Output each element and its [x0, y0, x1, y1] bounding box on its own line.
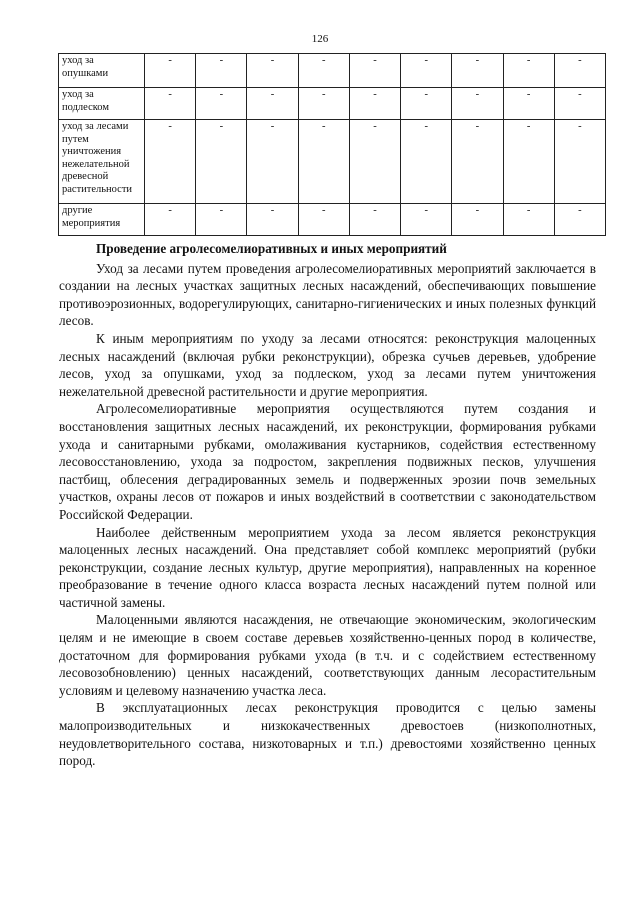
table-cell: -: [401, 204, 452, 236]
table-cell: -: [145, 54, 196, 88]
table-cell: -: [247, 204, 298, 236]
table-cell: -: [401, 54, 452, 88]
table-cell: -: [145, 204, 196, 236]
measures-table: [58, 53, 606, 236]
table-row: [59, 120, 606, 204]
table-cell: -: [196, 120, 247, 204]
table-cell: -: [247, 120, 298, 204]
table-cell: -: [503, 54, 554, 88]
table-cell: -: [554, 54, 605, 88]
paragraphs: [59, 260, 596, 770]
section-heading: Проведение агролесомелиоративных и иных мероприятий: [96, 241, 447, 256]
table-cell: -: [452, 54, 503, 88]
table-row: [59, 204, 606, 236]
table-cell: -: [349, 88, 400, 120]
paragraph: Уход за лесами путем проведения агролесомелиоративных мероприятий заключается в создании на лесных участках защитных лесных насаждений, обеспечивающих повышение противоэрозионных, водорегулирующих, санитарно-гигиенических и иных полезных функций лесов.: [59, 260, 596, 329]
row-label: уход за опушками: [59, 54, 145, 88]
table-cell: -: [503, 88, 554, 120]
document-body: [59, 240, 596, 770]
table-cell: -: [554, 204, 605, 236]
table-cell: -: [452, 120, 503, 204]
paragraph: Агролесомелиоративные мероприятия осуществляются путем создания и восстановления защитных лесных насаждений, их реконструкции, формирования рубками ухода и санитарными рубками, омолаживания кустарников, содействия естественному лесовосстановлению, ухода за подростом, закрепления подвижных песков, улучшения пастбищ, облесения деградированных земель и подверженных эрозии почв земельных участков, охраны лесов от пожаров и иных воздействий в соответствии с законодательством Российской Федерации.: [59, 401, 596, 522]
paragraph: Наиболее действенным мероприятием ухода за лесом является реконструкция малоценных лесных насаждений. Она представляет собой комплекс мероприятий (рубки реконструкции, создание лесных культур, другие мероприятия), направленных на коренное преобразование в течение одного класса возраста лесных насаждений путем полной или частичной замены.: [59, 524, 596, 610]
table-cell: -: [503, 120, 554, 204]
table-cell: -: [452, 204, 503, 236]
table-cell: -: [145, 120, 196, 204]
table-row: [59, 54, 606, 88]
table-cell: -: [554, 120, 605, 204]
table-cell: -: [554, 88, 605, 120]
paragraph: Малоценными являются насаждения, не отвечающие экономическим, экологическим целям и не имеющие в своем составе деревьев хозяйственно-ценных пород в количестве, достаточном для формирования рубками ухода (в т.ч. и с содействием естественному лесовозобновлению) ценных насаждений, соответствующих данным лесорастительным условиям и целевому назначению участка леса.: [59, 612, 596, 698]
page-number: 126: [311, 33, 329, 45]
table-cell: -: [349, 120, 400, 204]
row-label: уход за подлеском: [59, 88, 145, 120]
table-cell: -: [401, 88, 452, 120]
row-label: уход за лесами путем уничтожения нежелательной древесной растительности: [59, 120, 145, 204]
table-cell: -: [503, 204, 554, 236]
paragraph: В эксплуатационных лесах реконструкция проводится с целью замены малопроизводительных и низкокачественных древостоев (низкополнотных, неудовлетворительного состава, низкотоварных и т.п.) древостоями хозяйственно ценных пород.: [59, 700, 596, 769]
table-cell: -: [247, 88, 298, 120]
table-cell: -: [145, 88, 196, 120]
table-cell: -: [298, 88, 349, 120]
table-cell: -: [298, 120, 349, 204]
row-label: другие мероприятия: [59, 204, 145, 236]
table-cell: -: [401, 120, 452, 204]
table-cell: -: [247, 54, 298, 88]
table-cell: -: [452, 88, 503, 120]
table-cell: -: [196, 54, 247, 88]
table-cell: -: [298, 54, 349, 88]
table-cell: -: [349, 54, 400, 88]
table-row: [59, 88, 606, 120]
table-cell: -: [349, 204, 400, 236]
paragraph: К иным мероприятиям по уходу за лесами относятся: реконструкция малоценных лесных насаждений (включая рубки реконструкции), обрезка сучьев деревьев, удобрение лесов, уход за опушками, уход за подлеском, уход за лесами путем уничтожения нежелательной древесной растительности и другие мероприятия.: [59, 330, 596, 399]
table-cell: -: [298, 204, 349, 236]
table-cell: -: [196, 204, 247, 236]
table-cell: -: [196, 88, 247, 120]
